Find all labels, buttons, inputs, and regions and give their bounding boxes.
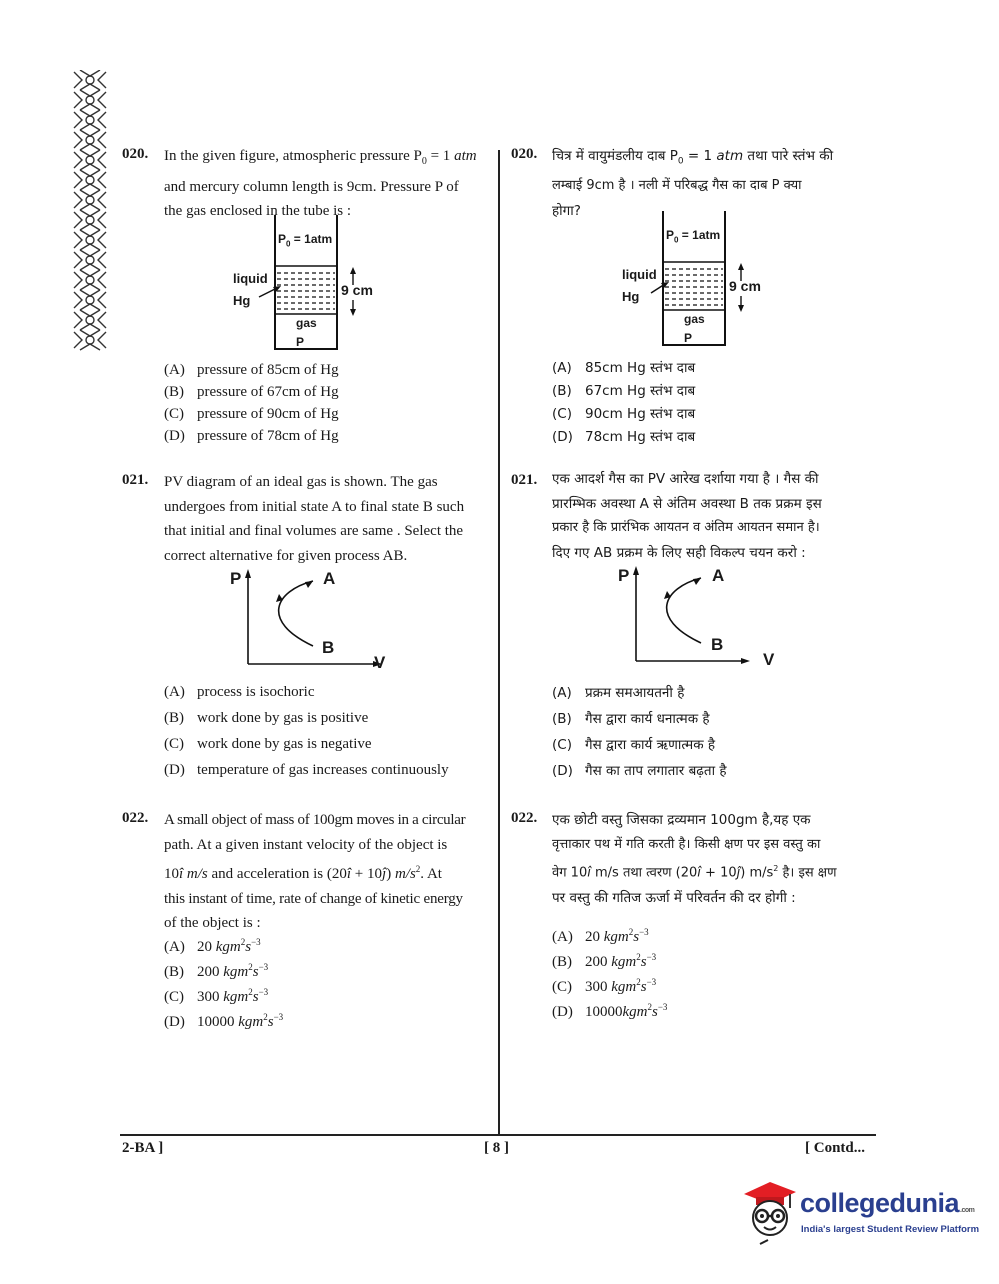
- question-text-hi: एक छोटी वस्तु जिसका द्रव्यमान 100gm है,यह एक वृत्ताकार पथ में गति करती है। किसी क्षण पर इस वस्तु का वेग 10î m/s तथा त्वरण (20î + 10ĵ) $m/s^2$ है। इस क्षण पर वस्तु की गतिज ऊर्जा में परिवर्तन की दर होगी :: [552, 812, 837, 906]
- question-text-en: In the given figure, atmospheric pressure $P_0 = 1$ atm and mercury column length is 9cm. Pressure P of the gas enclosed in the tube is :: [164, 148, 477, 219]
- option-a[interactable]: (A) pressure of 85cm of Hg: [164, 362, 339, 378]
- option-d[interactable]: (D) pressure of 78cm of Hg: [164, 428, 339, 444]
- option-c[interactable]: (C) 300 $kgm^2s^{-3}$: [164, 987, 269, 1005]
- option-c[interactable]: (C) work done by gas is negative: [164, 736, 372, 752]
- question-number: 022.: [511, 810, 538, 826]
- option-c[interactable]: (C) 90cm Hg स्तंभ दाब: [552, 406, 696, 422]
- option-d[interactable]: (D) temperature of gas increases continuously: [164, 762, 449, 778]
- footer-rule: [120, 1134, 876, 1136]
- question-text-hi: चित्र में वायुमंडलीय दाब $P_0 = 1$ atm तथा पारे स्तंभ की लम्बाई 9cm है । नली में परिबद्ध गैस का दाब P क्या होगा?: [552, 148, 834, 219]
- options-en: [164, 359, 339, 447]
- p-label: P: [684, 331, 693, 345]
- point-a-label: A: [712, 566, 725, 585]
- option-d[interactable]: (D) $10000kgm^2s^{-3}$: [552, 1002, 668, 1020]
- decorative-border-pattern: [70, 70, 110, 355]
- column-divider: [498, 150, 500, 1135]
- gas-label: gas: [684, 312, 705, 326]
- question-number: 021.: [511, 472, 538, 488]
- option-d[interactable]: (D) गैस का ताप लगातार बढ़ता है: [552, 763, 727, 779]
- question-text-hi: एक आदर्श गैस का PV आरेख दर्शाया गया है । गैस की प्रारम्भिक अवस्था A से अंतिम अवस्था B तक प्रक्रम इस प्रकार है कि प्रारंभिक आयतन व अंतिम आयतन समान है। दिए गए AB प्रक्रम के लिए सही विकल्प चयन करो :: [552, 471, 822, 561]
- option-a[interactable]: (A) 20 $kgm^2s^{-3}$: [164, 937, 261, 955]
- option-b[interactable]: (B) pressure of 67cm of Hg: [164, 384, 339, 400]
- question-text-en: PV diagram of an ideal gas is shown. The gas undergoes from initial state A to final state B such that initial and final volumes are same . Select the correct alternative for given process AB.: [164, 474, 465, 564]
- options-hi: [552, 920, 667, 1020]
- option-b[interactable]: (B) work done by gas is positive: [164, 710, 369, 726]
- v-axis-label: V: [374, 653, 386, 672]
- options-hi: [552, 357, 695, 449]
- option-b[interactable]: (B) 200 $kgm^2s^{-3}$: [552, 952, 657, 970]
- option-a[interactable]: (A) 20 $kgm^2s^{-3}$: [552, 927, 649, 945]
- pv-diagram: [613, 563, 783, 673]
- option-a[interactable]: (A) प्रक्रम समआयतनी है: [552, 685, 685, 701]
- option-b[interactable]: (B) गैस द्वारा कार्य धनात्मक है: [552, 711, 710, 727]
- point-b-label: B: [322, 638, 335, 657]
- option-b[interactable]: (B) 200 $kgm^2s^{-3}$: [164, 962, 269, 980]
- option-c[interactable]: (C) गैस द्वारा कार्य ऋणात्मक है: [552, 737, 716, 753]
- options-en: [164, 930, 283, 1030]
- hg-label: Hg: [233, 293, 251, 308]
- hg-label: Hg: [622, 289, 640, 304]
- brand-name: collegedunia.com: [800, 1188, 975, 1218]
- p0-label: $P_0 = 1atm$: [666, 228, 721, 245]
- mascot-icon: [740, 1178, 798, 1246]
- point-b-label: B: [711, 635, 724, 654]
- option-c[interactable]: (C) pressure of 90cm of Hg: [164, 406, 339, 422]
- liquid-label: liquid: [233, 271, 268, 286]
- question-number: 021.: [122, 472, 149, 488]
- question-text-en: A small object of mass of 100gm moves in a circular path. At a given instant velocity of the object is 10î m/s and acceleration is (20î + 10ĵ) $m/s^2$. At this instant of time, rate of change of kinetic energy of the object is :: [164, 812, 466, 931]
- v-axis-label: V: [763, 650, 775, 669]
- option-b[interactable]: (B) 67cm Hg स्तंभ दाब: [552, 383, 696, 399]
- option-a[interactable]: (A) 85cm Hg स्तंभ दाब: [552, 360, 696, 376]
- option-d[interactable]: (D) 78cm Hg स्तंभ दाब: [552, 429, 696, 445]
- p-label: P: [296, 335, 305, 349]
- option-d[interactable]: (D) 10000 $kgm^2s^{-3}$: [164, 1012, 284, 1030]
- height-label: 9 cm: [729, 278, 761, 294]
- question-number: 020.: [122, 146, 149, 162]
- option-c[interactable]: (C) 300 $kgm^2s^{-3}$: [552, 977, 657, 995]
- liquid-label: liquid: [622, 267, 657, 282]
- gas-label: gas: [296, 316, 317, 330]
- tagline: India's largest Student Review Platform: [801, 1224, 980, 1235]
- p0-label: $P_0 = 1atm$: [278, 232, 333, 249]
- option-a[interactable]: (A) process is isochoric: [164, 684, 315, 700]
- continued-label: [ Contd...: [805, 1140, 866, 1156]
- question-number: 020.: [511, 146, 538, 162]
- question-number: 022.: [122, 810, 149, 826]
- point-a-label: A: [323, 569, 336, 588]
- pv-diagram: [225, 566, 395, 676]
- paper-code: 2-BA ]: [122, 1140, 164, 1156]
- p-axis-label: P: [230, 569, 242, 588]
- page-number: [ 8 ]: [484, 1140, 509, 1156]
- options-en: [164, 679, 449, 783]
- p-axis-label: P: [618, 566, 630, 585]
- collegedunia-logo[interactable]: [740, 1178, 980, 1248]
- options-hi: [552, 680, 727, 784]
- height-label: 9 cm: [341, 282, 373, 298]
